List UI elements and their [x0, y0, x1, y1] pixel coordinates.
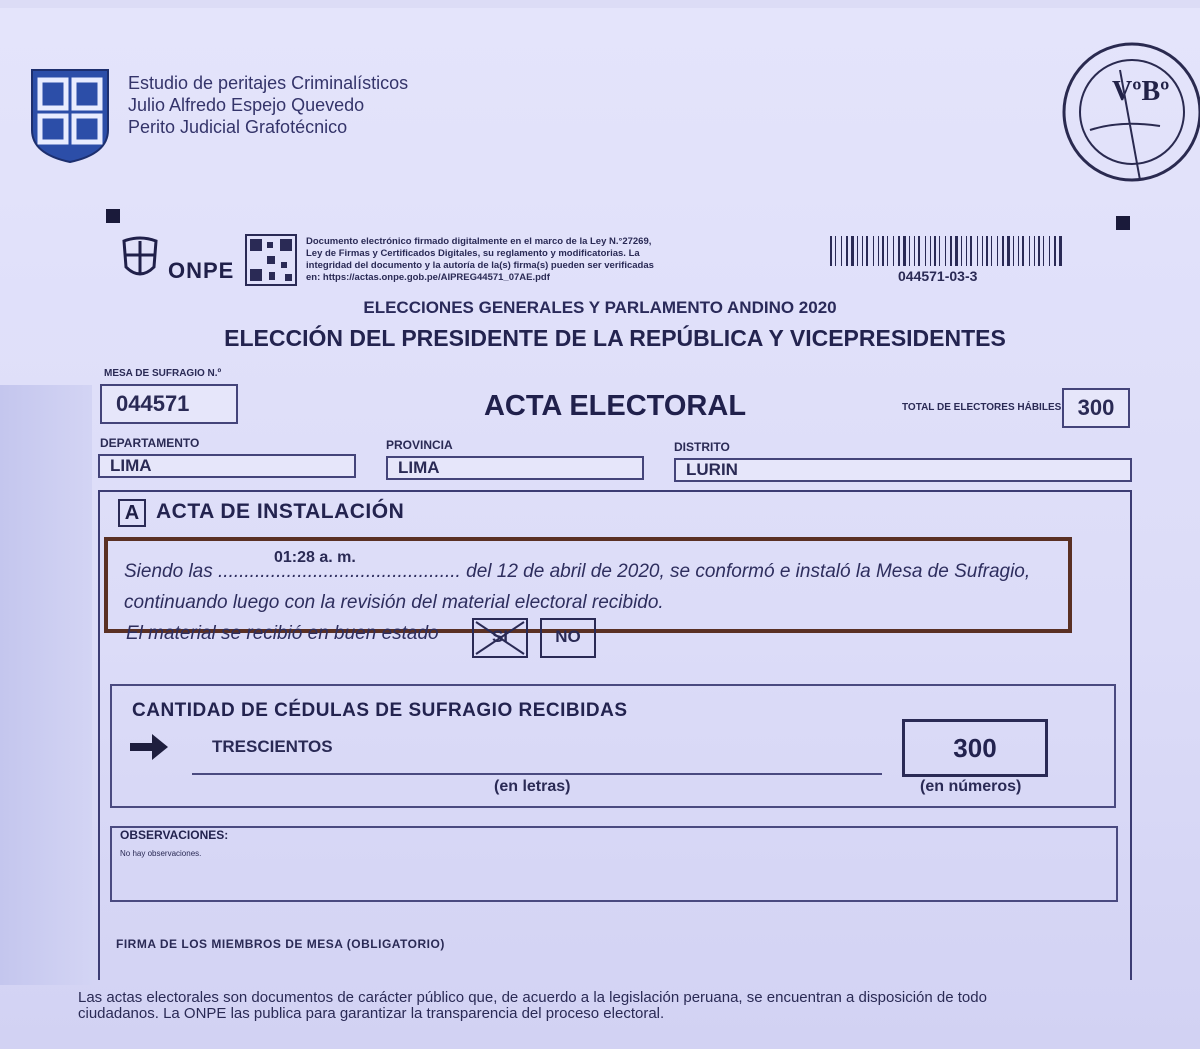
distrito-field: LURIN	[674, 458, 1132, 482]
observations-box	[110, 826, 1118, 902]
barcode-bar	[945, 236, 946, 266]
installation-time: 01:28 a. m.	[274, 549, 356, 566]
mesa-label: MESA DE SUFRAGIO N.º	[104, 368, 222, 379]
expert-header	[128, 72, 408, 138]
ballots-number-field: 300	[902, 719, 1048, 777]
corner-marker	[1116, 216, 1130, 230]
observations-title: OBSERVACIONES:	[120, 828, 229, 842]
barcode-bar	[862, 236, 863, 266]
election-title: ELECCIÓN DEL PRESIDENTE DE LA REPÚBLICA Y VICEPRESIDENTES	[224, 325, 1006, 351]
barcode-bar	[1034, 236, 1035, 266]
shadow-band	[0, 385, 92, 985]
legal-line: en: https://actas.onpe.gob.pe/AIPREG44571_07AE.pdf	[306, 272, 550, 283]
barcode-number: 044571-03-3	[898, 268, 978, 284]
barcode-bar	[830, 236, 832, 266]
footer-notice	[78, 990, 1168, 1022]
barcode-bar	[882, 236, 884, 266]
barcode-bar	[955, 236, 958, 266]
barcode-bar	[934, 236, 936, 266]
barcode-bar	[893, 236, 894, 266]
barcode-bar	[914, 236, 915, 266]
barcode-bar	[1018, 236, 1019, 266]
material-received-text: El material se recibió en buen estado	[126, 623, 439, 644]
corner-marker	[106, 209, 120, 223]
legal-line: integridad del documento y la autoría de la(s) firma(s) pueden ser verificadas	[306, 260, 654, 271]
barcode-bar	[1049, 236, 1050, 266]
provincia-field: LIMA	[386, 456, 644, 480]
installation-text-after: del 12 de abril de 2020, se conformó e instaló la Mesa de Sufragio,	[466, 561, 1031, 582]
installation-text	[124, 556, 1030, 618]
barcode-bar	[970, 236, 972, 266]
barcode-bar	[841, 236, 842, 266]
barcode-bar	[982, 236, 983, 266]
barcode-bar	[1002, 236, 1004, 266]
barcode-bar	[1038, 236, 1040, 266]
legal-line: Ley de Firmas y Certificados Digitales, su reglamento y modificatorias. La	[306, 248, 640, 259]
legal-line: Documento electrónico firmado digitalmente en el marco de la Ley N.°27269,	[306, 236, 652, 247]
barcode-bar	[878, 236, 879, 266]
distrito-label: DISTRITO	[674, 440, 730, 454]
barcode-bar	[991, 236, 992, 266]
barcode-bar	[1007, 236, 1010, 266]
barcode-bar	[950, 236, 952, 266]
ballots-numbers-label: (en números)	[920, 778, 1022, 795]
barcode-bar	[835, 236, 836, 266]
barcode-bar	[903, 236, 906, 266]
barcode-bar	[986, 236, 988, 266]
barcode-bar	[1029, 236, 1030, 266]
barcode-bar	[930, 236, 931, 266]
section-letter: A	[118, 499, 146, 527]
national-emblem-icon	[118, 233, 162, 283]
qr-code-icon	[245, 234, 297, 286]
barcode-bar	[1059, 236, 1062, 266]
barcode-bar	[997, 236, 998, 266]
ballots-in-words: TRESCIENTOS	[212, 737, 333, 756]
approval-stamp-icon	[1060, 30, 1200, 200]
barcode-bar	[977, 236, 978, 266]
signatures-label: FIRMA DE LOS MIEMBROS DE MESA (OBLIGATORIO)	[116, 937, 445, 951]
section-title: ACTA DE INSTALACIÓN	[156, 500, 405, 523]
barcode-bar	[909, 236, 910, 266]
barcode-bar	[857, 236, 858, 266]
mesa-number-field: 044571	[100, 384, 238, 424]
election-name: ELECCIONES GENERALES Y PARLAMENTO ANDINO 2020	[363, 298, 837, 317]
barcode-bar	[918, 236, 920, 266]
provincia-label: PROVINCIA	[386, 438, 453, 452]
stamp-vobo-text: VºBº	[1112, 76, 1170, 107]
barcode-bar	[961, 236, 962, 266]
barcode-bar	[1043, 236, 1044, 266]
barcode-bar	[898, 236, 900, 266]
expert-line-3: Perito Judicial Grafotécnico	[128, 117, 348, 137]
footer-line-1: Las actas electorales son documentos de carácter público que, de acuerdo a la legislación peruana, se encuentran a disposición de todo	[78, 989, 987, 1006]
installation-text-line2: continuando luego con la revisión del material electoral recibido.	[124, 592, 664, 613]
barcode-bar	[925, 236, 926, 266]
barcode-bar	[851, 236, 854, 266]
arrow-right-icon	[130, 732, 168, 762]
material-yes-label: SI	[491, 627, 509, 646]
barcode-bar	[966, 236, 967, 266]
crest-logo-icon	[30, 68, 110, 164]
barcode-bar	[1022, 236, 1024, 266]
barcode-bar	[866, 236, 868, 266]
barcode-bar	[887, 236, 888, 266]
footer-line-2: ciudadanos. La ONPE las publica para garantizar la transparencia del proceso electoral.	[78, 1005, 665, 1022]
material-no-label: NO	[555, 627, 581, 646]
barcode-bar	[1054, 236, 1056, 266]
acta-title: ACTA ELECTORAL	[483, 390, 747, 422]
legal-notice	[306, 236, 826, 284]
barcode-bar	[1013, 236, 1014, 266]
barcode-icon	[830, 236, 1066, 266]
departamento-label: DEPARTAMENTO	[100, 436, 200, 450]
onpe-logo-text: ONPE	[168, 258, 235, 283]
total-electors-label: TOTAL DE ELECTORES HÁBILES	[902, 402, 1062, 413]
expert-line-2: Julio Alfredo Espejo Quevedo	[128, 95, 365, 115]
barcode-bar	[873, 236, 874, 266]
installation-text-before: Siendo las ..............................................	[124, 561, 461, 582]
ballots-title: CANTIDAD DE CÉDULAS DE SUFRAGIO RECIBIDAS	[132, 700, 628, 721]
departamento-field: LIMA	[98, 454, 356, 478]
barcode-bar	[939, 236, 940, 266]
expert-line-1: Estudio de peritajes Criminalísticos	[128, 73, 409, 93]
ballots-letters-label: (en letras)	[494, 778, 571, 795]
total-electors-field: 300	[1062, 388, 1130, 428]
material-yes-checkbox	[472, 618, 528, 658]
material-no-checkbox	[540, 618, 596, 658]
ballots-words-underline	[192, 773, 882, 775]
observations-text: No hay observaciones.	[120, 849, 202, 858]
barcode-bar	[846, 236, 848, 266]
